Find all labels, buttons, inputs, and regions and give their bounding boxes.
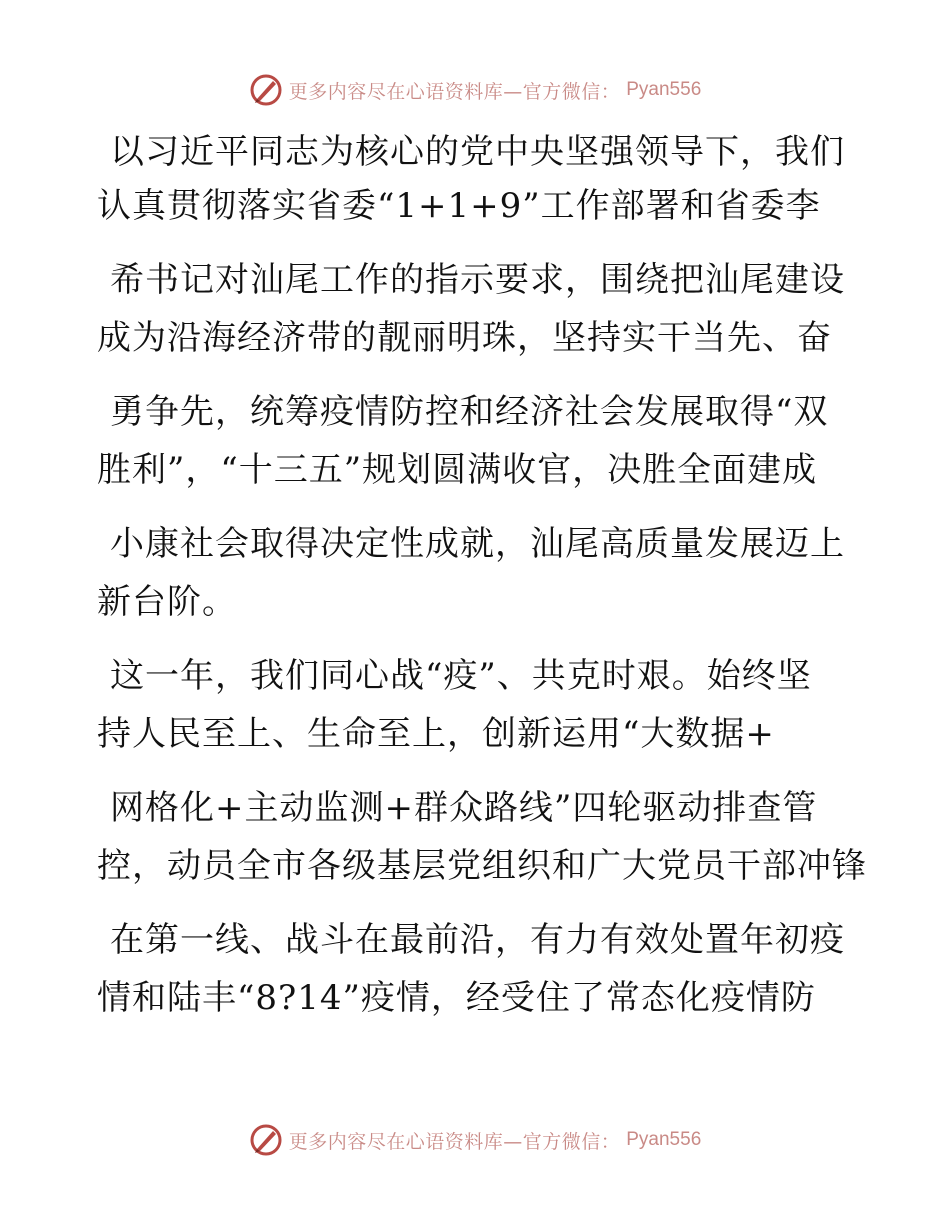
text-line: 控，动员全市各级基层党组织和广大党员干部冲锋 — [97, 846, 867, 886]
text-line: 持人民至上、生命至上，创新运用“大数据+ — [97, 714, 775, 754]
text-line: 勇争先，统筹疫情防控和经济社会发展取得“双 — [110, 392, 829, 432]
text-line: 胜利”，“十三五”规划圆满收官，决胜全面建成 — [97, 450, 818, 490]
footer-banner — [0, 1120, 950, 1160]
text-line: 在第一线、战斗在最前沿，有力有效处置年初疫 — [110, 920, 845, 960]
header-wechat-id: Pyan556 — [626, 79, 702, 100]
footer-banner-text: 更多内容尽在心语资料库—官方微信： — [288, 1130, 621, 1153]
text-line: 以习近平同志为核心的党中央坚强领导下，我们 — [110, 132, 845, 172]
text-line: 成为沿海经济带的靓丽明珠，坚持实干当先、奋 — [97, 318, 832, 358]
header-banner — [0, 70, 950, 110]
text-line: 新台阶。 — [97, 582, 237, 622]
footer-wechat-id: Pyan556 — [626, 1129, 702, 1150]
pen-logo-icon — [249, 1123, 283, 1157]
header-banner-text: 更多内容尽在心语资料库—官方微信： — [288, 80, 621, 103]
pen-logo-icon — [249, 73, 283, 107]
text-line: 认真贯彻落实省委“1+1+9”工作部署和省委李 — [97, 186, 821, 226]
text-line: 这一年，我们同心战“疫”、共克时艰。始终坚 — [110, 656, 812, 696]
text-line: 网格化+主动监测+群众路线”四轮驱动排查管 — [110, 788, 818, 828]
text-line: 情和陆丰“8?14”疫情，经受住了常态化疫情防 — [97, 978, 816, 1018]
text-line: 小康社会取得决定性成就，汕尾高质量发展迈上 — [110, 524, 845, 564]
text-line: 希书记对汕尾工作的指示要求，围绕把汕尾建设 — [110, 260, 845, 300]
